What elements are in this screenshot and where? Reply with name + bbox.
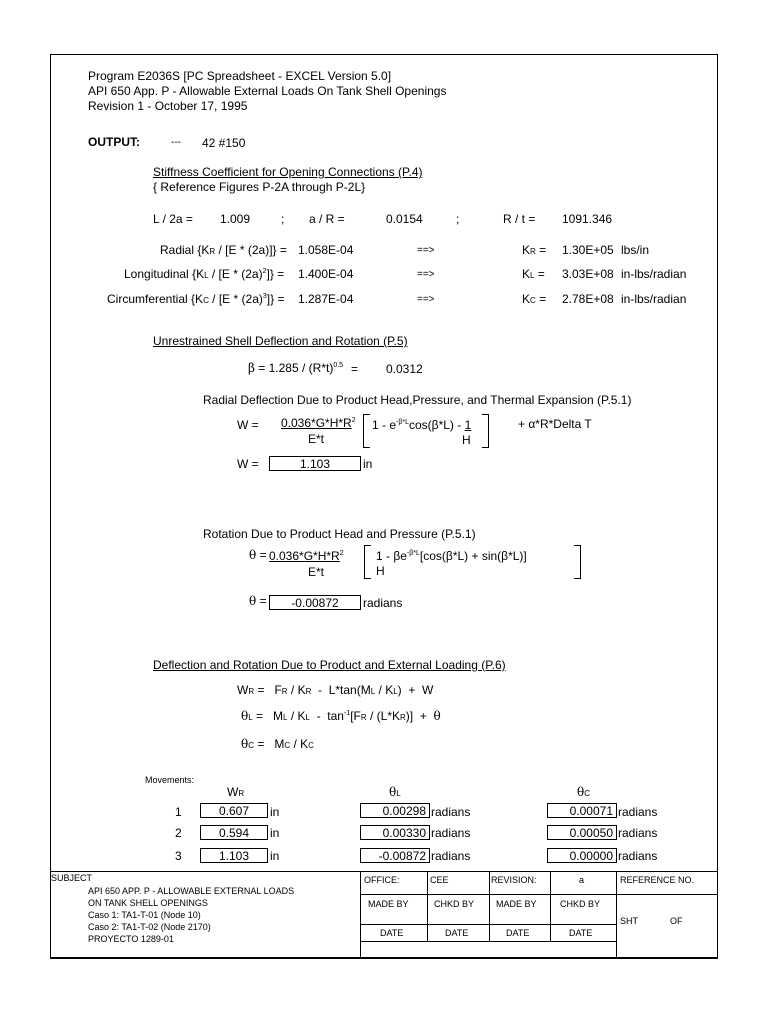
- revision-value: a: [579, 875, 585, 885]
- output-dash: ---: [171, 137, 181, 148]
- row-number: 1: [175, 805, 182, 819]
- KC-label: KC =: [522, 292, 547, 306]
- longitudinal-formula: Longitudinal $\{KL / [E * (2a)^2]\}$ =: [124, 267, 285, 281]
- subject-line: API 650 APP. P - ALLOWABLE EXTERNAL LOADS: [88, 886, 295, 896]
- theta-term: $1 - \beta e^{-\beta*L}[\cos(\beta*L) + \sin(\beta*L)]$: [376, 549, 527, 563]
- theta-H: H: [376, 564, 385, 578]
- WR-equation: WR = FR / KR - L*tan(ML / KL) + W: [237, 683, 434, 697]
- made-by-label: MADE BY: [496, 899, 537, 909]
- right-bracket: [574, 545, 581, 579]
- W-label: W =: [237, 418, 259, 432]
- chkd-by-label: CHKD BY: [560, 899, 601, 909]
- deflection-rotation-title: Deflection and Rotation Due to Product and External Loading (P.6): [153, 658, 506, 672]
- divider: [550, 871, 551, 941]
- office-label: OFFICE:: [364, 875, 400, 885]
- WR-value: 0.594: [200, 825, 268, 840]
- footer-top-border: [50, 871, 718, 872]
- W-result-unit: in: [363, 457, 373, 471]
- stiffness-subtitle: { Reference Figures P-2A through P-2L}: [153, 180, 366, 194]
- chkd-by-label: CHKD BY: [434, 899, 475, 909]
- subject-line: PROYECTO 1289-01: [88, 934, 174, 944]
- divider: [360, 924, 616, 925]
- program-subtitle: API 650 App. P - Allowable External Loads On Tank Shell Openings: [88, 84, 447, 98]
- KC-value: 2.78E+08: [562, 292, 614, 306]
- reference-label: REFERENCE NO.: [620, 875, 695, 885]
- thetaC-unit: radians: [618, 826, 658, 840]
- row-number: 3: [175, 849, 182, 863]
- thetaL-column-header: θL: [389, 785, 401, 799]
- thetaC-unit: radians: [618, 849, 658, 863]
- circumferential-formula: Circumferential $\{KC / [E * (2a)^3]\}$ =: [107, 292, 285, 306]
- beta-value: 0.0312: [386, 362, 423, 376]
- subject-label: SUBJECT: [51, 873, 93, 883]
- thetaC-value: 0.00071: [547, 803, 617, 818]
- radial-deflection-title: Radial Deflection Due to Product Head,Pressure, and Thermal Expansion (P.5.1): [203, 393, 632, 407]
- divider: [360, 894, 718, 895]
- arrow: ==>: [417, 294, 435, 305]
- date-label: DATE: [445, 928, 469, 938]
- thetaC-equation: θC = MC / KC: [241, 737, 314, 751]
- subject-line: Caso 2: TA1-T-02 (Node 2170): [88, 922, 211, 932]
- date-label: DATE: [506, 928, 530, 938]
- theta-result-box: -0.00872: [269, 595, 361, 610]
- KR-unit: lbs/in: [621, 243, 650, 257]
- unrestrained-title: Unrestrained Shell Deflection and Rotation (P.5): [153, 334, 408, 348]
- left-bracket: [364, 545, 371, 579]
- theta-numerator: $0.036*G*H*R^2$: [269, 549, 344, 563]
- date-label: DATE: [569, 928, 593, 938]
- row-number: 2: [175, 826, 182, 840]
- Rt-value: 1091.346: [562, 212, 613, 226]
- thetaL-unit: radians: [431, 826, 471, 840]
- divider: [360, 941, 616, 942]
- sheet-label: SHT: [620, 916, 638, 926]
- theta-result-label: θ =: [249, 594, 267, 608]
- W-numerator: $0.036*G*H*R^2$: [281, 416, 356, 430]
- KC-unit: in-lbs/radian: [621, 292, 687, 306]
- beta-formula: $\beta = 1.285 / (R*t)^{0.5}$: [248, 361, 344, 375]
- W-result-label: W =: [237, 457, 259, 471]
- divider: [489, 871, 490, 941]
- W-term: $1 - e^{-\beta*L}\cos(\beta*L) - 1$: [372, 418, 472, 432]
- KR-value: 1.30E+05: [562, 243, 614, 257]
- thetaC-value: 0.00000: [547, 848, 617, 863]
- thetaL-value: 0.00330: [360, 825, 430, 840]
- WR-value: 1.103: [200, 848, 268, 863]
- revision-label: REVISION:: [491, 875, 537, 885]
- WR-unit: in: [270, 826, 280, 840]
- Rt-label: R / t =: [503, 212, 536, 226]
- subject-line: ON TANK SHELL OPENINGS: [88, 898, 208, 908]
- revision-line: Revision 1 - October 17, 1995: [88, 99, 248, 113]
- aR-label: a / R =: [309, 212, 345, 226]
- theta-label: θ =: [249, 548, 267, 562]
- radial-formula: Radial {KR / [E * (2a)]} =: [160, 243, 287, 257]
- thetaL-unit: radians: [431, 805, 471, 819]
- WR-unit: in: [270, 849, 280, 863]
- W-result-box: 1.103: [269, 456, 361, 471]
- separator: ;: [456, 212, 460, 226]
- date-label: DATE: [380, 928, 404, 938]
- theta-result-unit: radians: [363, 596, 403, 610]
- footer-bottom-border: [50, 958, 718, 959]
- separator: ;: [281, 212, 285, 226]
- subject-line: Caso 1: TA1-T-01 (Node 10): [88, 910, 201, 920]
- divider: [360, 871, 361, 959]
- circumferential-coef: 1.287E-04: [298, 292, 354, 306]
- KR-label: KR =: [522, 243, 547, 257]
- WR-unit: in: [270, 805, 280, 819]
- thetaC-column-header: θC: [577, 785, 591, 799]
- output-label: OUTPUT:: [88, 135, 140, 149]
- longitudinal-coef: 1.400E-04: [298, 267, 354, 281]
- thetaL-equation: θL = ML / KL - $\tan^{-1}[FR / (L*KR)] + \theta$: [241, 709, 441, 723]
- thermal-term: + α*R*Delta T: [518, 417, 592, 431]
- KL-label: KL =: [522, 267, 545, 281]
- right-bracket: [482, 414, 489, 448]
- W-denominator: E*t: [308, 432, 325, 446]
- output-value: 42 #150: [202, 136, 246, 150]
- l2a-label: L / 2a =: [153, 212, 193, 226]
- thetaL-value: 0.00298: [360, 803, 430, 818]
- calculation-sheet: [50, 54, 718, 958]
- movements-label: Movements:: [145, 775, 195, 785]
- stiffness-title: Stiffness Coefficient for Opening Connections (P.4): [153, 165, 423, 179]
- of-label: OF: [670, 916, 683, 926]
- office-value: CEE: [430, 875, 449, 885]
- thetaL-value: -0.00872: [360, 848, 430, 863]
- left-bracket: [363, 414, 370, 448]
- program-title: Program E2036S [PC Spreadsheet - EXCEL Version 5.0]: [88, 69, 392, 83]
- radial-coef: 1.058E-04: [298, 243, 354, 257]
- thetaC-value: 0.00050: [547, 825, 617, 840]
- KL-value: 3.03E+08: [562, 267, 614, 281]
- divider: [427, 871, 428, 941]
- thetaL-unit: radians: [431, 849, 471, 863]
- theta-denominator: E*t: [308, 565, 325, 579]
- l2a-value: 1.009: [220, 212, 251, 226]
- made-by-label: MADE BY: [368, 899, 409, 909]
- thetaC-unit: radians: [618, 805, 658, 819]
- arrow: ==>: [417, 269, 435, 280]
- arrow: ==>: [417, 245, 435, 256]
- WR-value: 0.607: [200, 803, 268, 818]
- aR-value: 0.0154: [386, 212, 423, 226]
- beta-equals: =: [351, 362, 359, 376]
- divider: [616, 871, 617, 959]
- rotation-title: Rotation Due to Product Head and Pressure (P.5.1): [203, 527, 476, 541]
- KL-unit: in-lbs/radian: [621, 267, 687, 281]
- W-H: H: [462, 433, 471, 447]
- WR-column-header: WR: [227, 785, 245, 799]
